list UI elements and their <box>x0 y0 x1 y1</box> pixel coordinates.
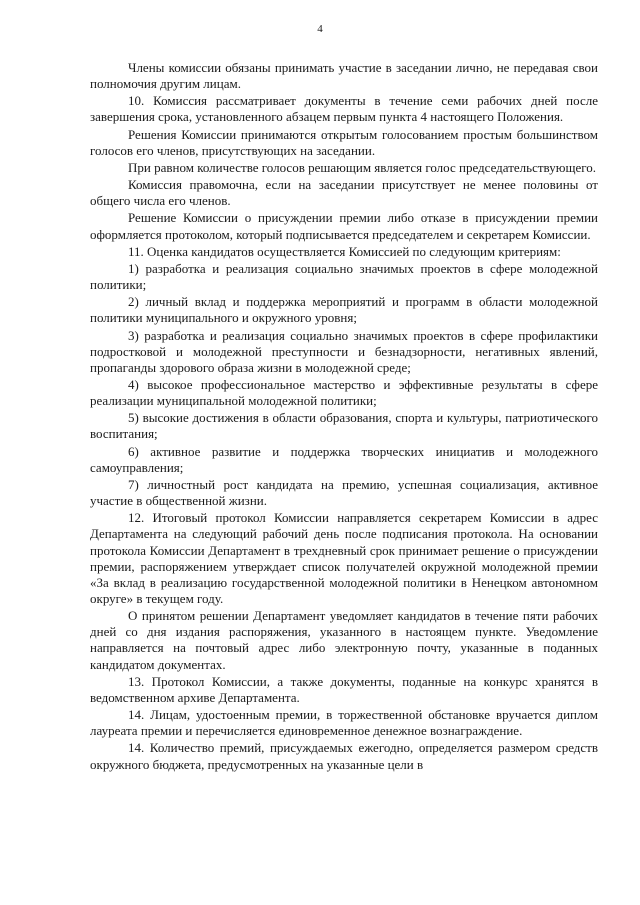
document-body <box>90 60 598 773</box>
paragraph-item-10: 10. Комиссия рассматривает документы в течение семи рабочих дней после завершения срока, установленного абзацем первым пункта 4 настоящего Положения. <box>90 93 598 125</box>
paragraph-protocol: Решение Комиссии о присуждении премии либо отказе в присуждении премии оформляется протоколом, который подписывается председателем и секретарем Комиссии. <box>90 210 598 242</box>
criterion-7: 7) личностный рост кандидата на премию, успешная социализация, активное участие в общественной жизни. <box>90 476 598 509</box>
criterion-1: 1) разработка и реализация социально значимых проектов в сфере молодежной политики; <box>90 260 598 293</box>
criterion-6: 6) активное развитие и поддержка творческих инициатив и молодежного самоуправления; <box>90 443 598 475</box>
paragraph-item-12: 12. Итоговый протокол Комиссии направляется секретарем Комиссии в адрес Департамента на следующий рабочий день после подписания протокола. На основании протокола Комиссии Департамент в трехдневный срок принимает решение о присуждении премии, распоряжением утверждает список получателей окружной молодежной премии «За вклад в реализацию государственной молодежной политики в Ненецком автономном округе» в текущем году. <box>90 510 598 606</box>
paragraph-item-14-count: 14. Количество премий, присуждаемых ежегодно, определяется размером средств окружного бюджета, предусмотренных на указанные цели в <box>90 740 598 772</box>
paragraph-item-14-award: 14. Лицам, удостоенным премии, в торжественной обстановке вручается диплом лауреата премии и перечисляется единовременное денежное вознаграждение. <box>90 707 598 739</box>
paragraph-notification: О принятом решении Департамент уведомляет кандидатов в течение пяти рабочих дней со дня издания распоряжения, указанного в настоящем пункте. Уведомление направляется на почтовый адрес либо электронную почту, указанные в поданных кандидатом документах. <box>90 608 598 672</box>
paragraph-tie-vote: При равном количестве голосов решающим является голос председательствующего. <box>128 159 596 175</box>
paragraph-item-13: 13. Протокол Комиссии, а также документы, поданные на конкурс хранятся в ведомственном архиве Департамента. <box>90 673 598 705</box>
criterion-5: 5) высокие достижения в области образования, спорта и культуры, патриотического воспитания; <box>90 410 598 442</box>
paragraph-quorum: Комиссия правомочна, если на заседании присутствует не менее половины от общего числа его членов. <box>90 177 598 209</box>
criterion-4: 4) высокое профессиональное мастерство и эффективные результаты в сфере реализации муниципальной молодежной политики; <box>90 376 598 409</box>
paragraph-item-11: 11. Оценка кандидатов осуществляется Комиссией по следующим критериям: <box>128 243 561 259</box>
criterion-2: 2) личный вклад и поддержка мероприятий и программ в области молодежной политики муниципального и окружного уровня; <box>90 294 598 326</box>
page-number: 4 <box>317 23 323 35</box>
paragraph-members-attendance: Члены комиссии обязаны принимать участие в заседании лично, не передавая свои полномочия другим лицам. <box>90 60 598 92</box>
paragraph-voting: Решения Комиссии принимаются открытым голосованием простым большинством голосов его членов, присутствующих на заседании. <box>90 126 598 158</box>
criterion-3: 3) разработка и реализация социально значимых проектов в сфере профилактики подростковой и молодежной преступности и безнадзорности, негативных явлений, пропаганды здорового образа жизни в молодежной среде; <box>90 327 598 375</box>
